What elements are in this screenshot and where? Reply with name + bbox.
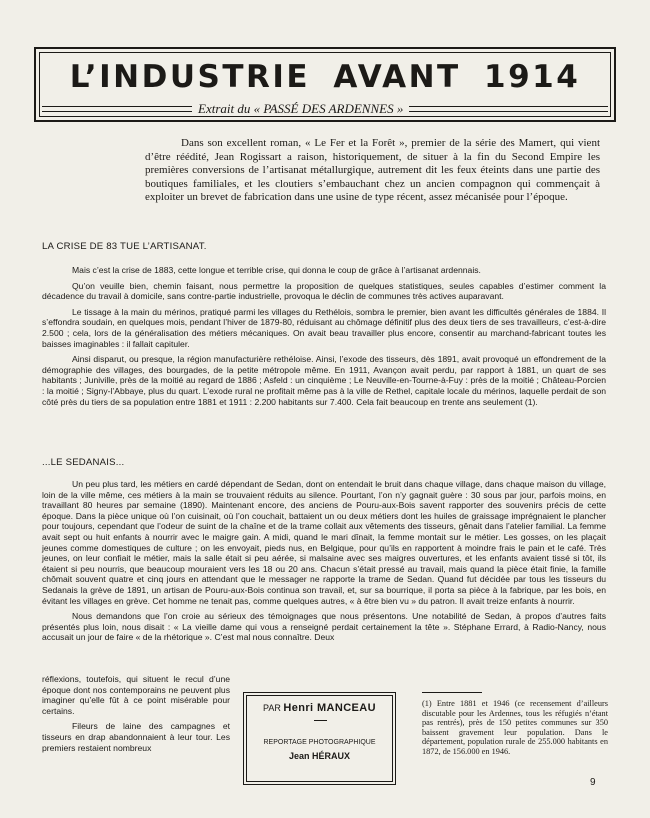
subtitle-rule-left xyxy=(42,106,192,112)
credit-prefix: PAR xyxy=(263,703,281,713)
section-heading-crisis: LA CRISE DE 83 TUE L’ARTISANAT. xyxy=(42,241,207,252)
author-name: Henri MANCEAU xyxy=(283,702,376,714)
intro-paragraph: Dans son excellent roman, « Le Fer et la Forêt », premier de la série des Mamert, qui vient d’être réédité, Jean Rogissart a raison, historiquement, de situer à la fin du Second Empire les premières conversions de l’artisanat métallurgique, autrement dit les feux éteints dans une partie des boutiques familiales, et les cloutiers s’embauchant chez un ancien compagnon qui commençait à exploiter un brevet de fabrication dans une usine de type récent, assez mécanisée pour l’époque. xyxy=(145,137,600,204)
section-heading-sedanais: ...LE SEDANAIS... xyxy=(42,457,125,468)
narrow-column xyxy=(42,674,230,758)
section-crisis-body xyxy=(42,265,606,412)
paragraph: Fileurs de laine des campagnes et tisseurs en drap abandonnaient à leur tour. Les premiers restaient nombreux xyxy=(42,721,230,753)
credits-box xyxy=(243,692,396,785)
credit-divider xyxy=(314,720,327,721)
paragraph: Mais c’est la crise de 1883, cette longue et terrible crise, qui donna le coup de grâce à l’artisanat ardennais. xyxy=(72,265,481,275)
author-credit xyxy=(244,701,395,715)
subtitle-rule-right xyxy=(409,106,608,112)
page-title: L’INDUSTRIE AVANT 1914 xyxy=(69,59,581,95)
title-banner xyxy=(34,47,616,122)
section-sedanais-body xyxy=(42,479,606,648)
footnote-rule xyxy=(422,692,482,693)
subtitle: Extrait du « PASSÉ DES ARDENNES » xyxy=(198,101,404,116)
photo-role: REPORTAGE PHOTOGRAPHIQUE xyxy=(263,739,376,746)
photographer-name: Jean HÉRAUX xyxy=(288,751,351,761)
paragraph: Un peu plus tard, les métiers en cardé dépendant de Sedan, dont on entendait le bruit dans chaque village, dans chaque maison du village, loin de la ville même, ces métiers à la main se trouvaient réduits au silence. Pourtant, l’on n’y gagnait guère : 30 sous par jour, parfois moins, en travaillant 80 heures par semaine (1890). Maintenant encore, des anciens de Pouru-aux-Bois savent rapporter des souvenirs précis de cette époque. Dans la pièce unique où l’on cuisinait, où l’on couchait, battaient un ou deux métiers dont les huiles de graissage imprégnaient le plancher pour toujours, cependant que l’odeur de suint de la chaîne et de la trame collait aux vêtements des tisseurs, gênait dans l’atelier familial. La femme avait sept ou huit enfants à nourrir avec le maigre gain. A midi, quand le mari dînait, la femme montait sur le métier. Les gosses, on les plaçait jeunes comme domestiques de culture ; on les envoyait, pieds nus, en Belgique, pour qu’ils en rapportent à moindre frais le pain et le café. Très jeunes, on leur confiait le métier, mais la salle était si peu aérée, si malsaine avec ses maigres ouvertures, et les enfants avaient tissé si tôt, ils étaient si peu nourris, que beaucoup mouraient vers les 18 ou 20 ans. Chacun s’était pressé au travail, mais quand la pièce était finie, la famille chômait souvent quatre et cinq jours en attendant que le messager ne rapporte la trame de Sedan. Quand fut décidée par tous les tisseurs du Sedanais la grève de 1891, un artisan de Pouru-aux-Bois continua son travail, et, sur sa bourrique, il porta sa pièce à la fabrique, par les bois, en évitant les villages en grève. Cet homme ne tenait pas, comme quelques autres, « à être bien vu » du patron. Il avait treize enfants à nourrir. xyxy=(42,479,606,606)
footnote: (1) Entre 1881 et 1946 (ce recensement d’ailleurs discutable pour les Ardennes, tous les réfugiés n’étant pas rentrés), près de 150 petites communes sur 350 baissent gravement leur population. Dans le département, population rurale de 255.000 habitants en 1872, de 156.000 en 1946. xyxy=(422,699,608,756)
paragraph: Le tissage à la main du mérinos, pratiqué parmi les villages du Rethélois, sombra le premier, bien avant les difficultés générales de 1884. Il s’effondra soudain, en quelques mois, pendant l’hiver de 1879-80, réduisant au chômage définitif plus des deux tiers de ses travailleurs, c’est-à-dire 2.500 ; cela, lors de la généralisation des métiers mécaniques. On avait beau travailler plus encore, consentir au marchand-fabricant toutes les baisses imaginables : il fallait capituler. xyxy=(42,306,606,349)
paragraph: réflexions, toutefois, qui situent le recul d’une époque dont nos contemporains ne peuvent plus imaginer qu’elle fût à ce point misérable pour certains. xyxy=(42,674,230,716)
subtitle-row xyxy=(42,101,608,117)
paragraph: Qu’on veuille bien, chemin faisant, nous permettre la proposition de quelques statistiques, seules capables d’estimer comment la décadence du travail à domicile, sans contre-partie industrielle, provoqua le déclin de communes très actives auparavant. xyxy=(42,280,606,302)
paragraph: Ainsi disparut, ou presque, la région manufacturière rethéloise. Ainsi, l’exode des tisseurs, dès 1891, avait provoqué un effondrement de la démographie des villages, des bourgades, de la petite métropole même. En 1911, Avançon avait perdu, par rapport à 1881, un quart de ses habitants ; Juniville, près de la moitié au regard de 1886 ; Asfeld : un cinquième ; Le Neuville-en-Tourne-à-Fuy : près de la moitié ; Château-Porcien : la moitié ; Signy-l’Abbaye, plus du quart. L’exode rural ne profitait même pas à la ville de Rethel, capitale locale du mérinos, laquelle perdait de son côté près du tiers de sa population entre 1881 et 1911 : 2.200 habitants sur 7.400. Cela fait beaucoup en trente ans seulement (1). xyxy=(42,354,606,407)
paragraph: Nous demandons que l’on croie au sérieux des témoignages que nous présentons. Une notabilité de Sedan, à propos d’autres faits présentés plus loin, nous disait : « La vieille dame qui vous a renseigné perdait certainement la tête ». Stéphane Errard, à Radio-Nancy, nous accusait un jour de faire « de la rhétorique ». C’est mal nous connaître. Deux xyxy=(42,611,606,643)
page-number: 9 xyxy=(590,777,596,788)
